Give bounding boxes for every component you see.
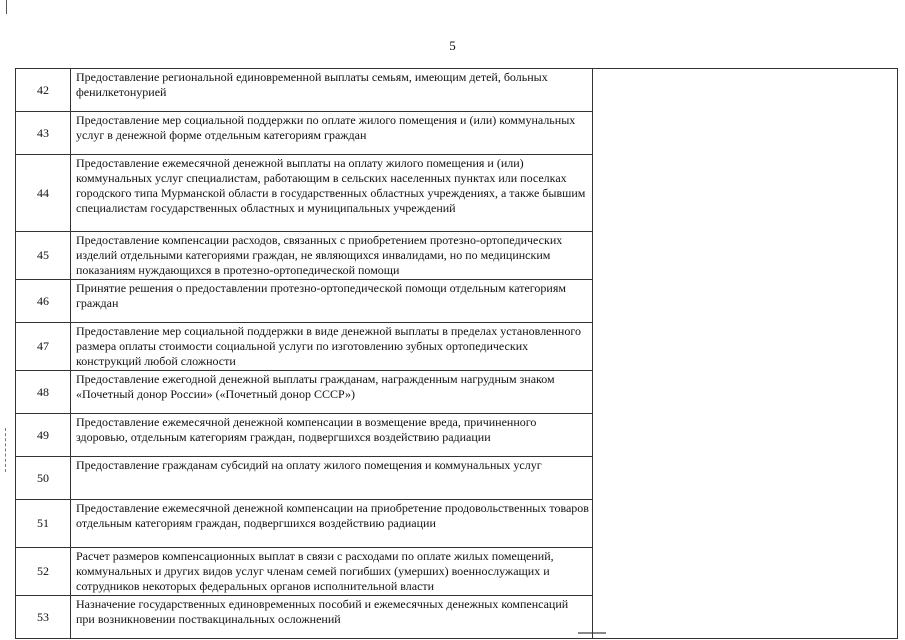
row-number: 44: [16, 155, 71, 232]
scan-edge-mark: [5, 428, 8, 472]
row-number: 45: [16, 232, 71, 280]
service-name: Предоставление ежемесячной денежной компенсации в возмещение вреда, причиненного здоровью, отдельным категориям граждан, подвергшихся воздействию радиации: [71, 414, 593, 457]
row-number: 53: [16, 596, 71, 639]
service-name: Принятие решения о предоставлении протезно-ортопедической помощи отдельным категориям граждан: [71, 280, 593, 323]
row-number: 46: [16, 280, 71, 323]
service-name: Предоставление мер социальной поддержки в виде денежной выплаты в пределах установленного размера оплаты стоимости социальной услуги по изготовлению зубных ортопедических конструкций любой сложности: [71, 323, 593, 371]
service-name: Предоставление компенсации расходов, связанных с приобретением протезно-ортопедических изделий отдельными категориями граждан, не являющихся инвалидами, но по медицинским показаниям нуждающихся в протезно-ортопедической помощи: [71, 232, 593, 280]
scan-edge-mark: [6, 0, 7, 14]
row-number: 51: [16, 500, 71, 548]
row-number: 49: [16, 414, 71, 457]
service-name: Предоставление ежегодной денежной выплаты гражданам, награжденным нагрудным знаком «Почетный донор России» («Почетный донор СССР»): [71, 371, 593, 414]
service-name: Расчет размеров компенсационных выплат в связи с расходами по оплате жилых помещений, коммунальных и других видов услуг членам семей погибших (умерших) военнослужащих и сотрудников некоторых федеральных органов исполнительной власти: [71, 548, 593, 596]
page-number: 5: [449, 38, 456, 53]
service-name: Назначение государственных единовременных пособий и ежемесячных денежных компенсаций при возникновении поствакцинальных осложнений: [71, 596, 593, 639]
row-number: 42: [16, 69, 71, 112]
service-name: Предоставление гражданам субсидий на оплату жилого помещения и коммунальных услуг: [71, 457, 593, 500]
services-table: [15, 68, 898, 639]
row-number: 48: [16, 371, 71, 414]
row-number: 50: [16, 457, 71, 500]
empty-column: [593, 69, 898, 639]
service-name: Предоставление мер социальной поддержки по оплате жилого помещения и (или) коммунальных услуг в денежной форме отдельным категориям граждан: [71, 112, 593, 155]
table-row: [16, 69, 898, 112]
service-name: Предоставление ежемесячной денежной выплаты на оплату жилого помещения и (или) коммунальных услуг специалистам, работающим в сельских населенных пунктах или поселках городского типа Мурманской области в государственных областных учреждениях, а также бывшим специалистам государственных областных и муниципальных учреждений: [71, 155, 593, 232]
row-number: 52: [16, 548, 71, 596]
service-name: Предоставление региональной единовременной выплаты семьям, имеющим детей, больных фенилкетонурией: [71, 69, 593, 112]
service-name: Предоставление ежемесячной денежной компенсации на приобретение продовольственных товаров отдельным категориям граждан, подвергшихся воздействию радиации: [71, 500, 593, 548]
row-number: 43: [16, 112, 71, 155]
row-number: 47: [16, 323, 71, 371]
